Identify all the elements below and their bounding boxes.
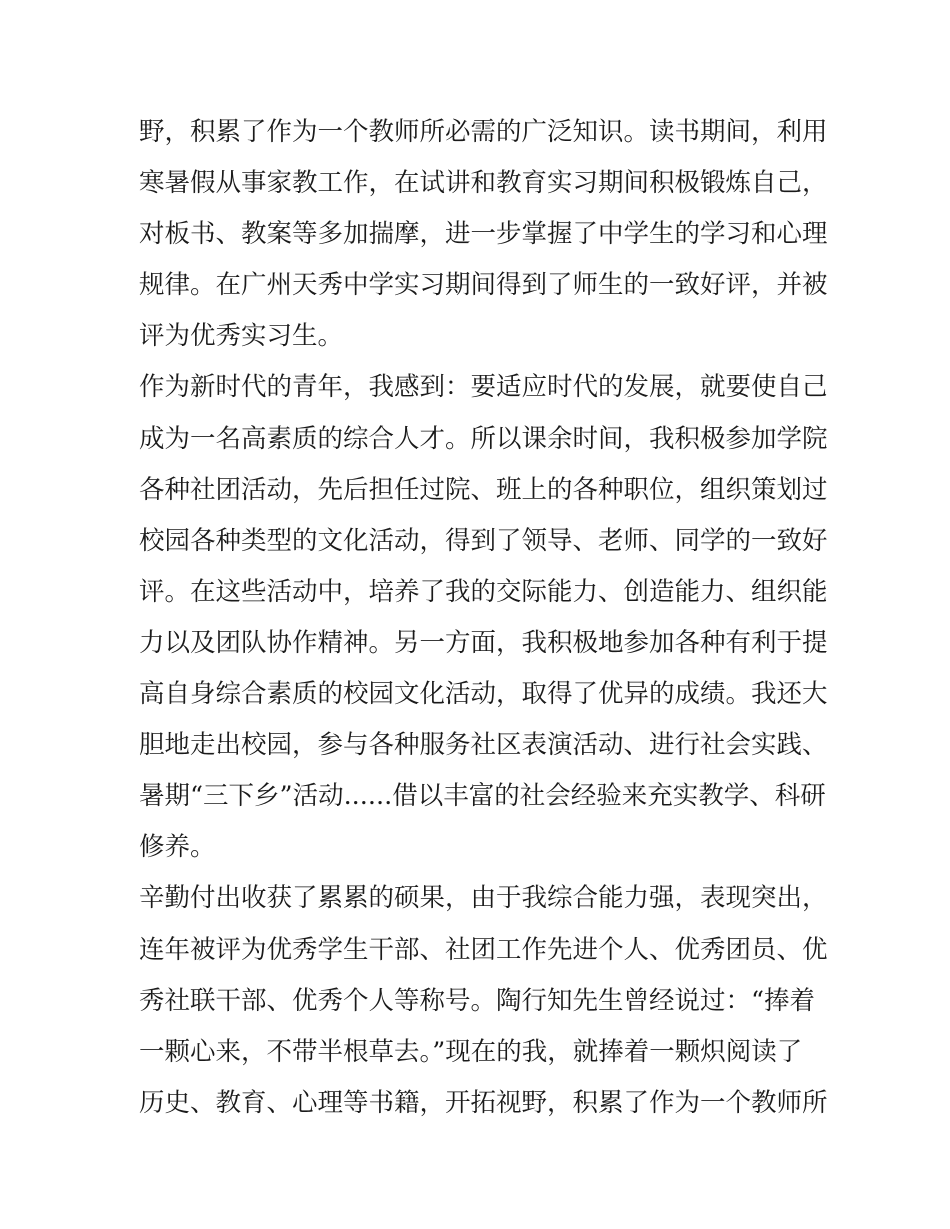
body-text (139, 107, 828, 1129)
text-line: 秀社联干部、优秀个人等称号。陶行知先生曾经说过：“捧着 (139, 985, 816, 1016)
text-line: 辛勤付出收获了累累的硕果，由于我综合能力强，表现突出， (139, 883, 828, 914)
text-line: 高自身综合素质的校园文化活动，取得了优异的成绩。我还大 (139, 679, 828, 710)
text-line: 规律。在广州天秀中学实习期间得到了师生的一致好评，并被 (139, 270, 828, 301)
text-line: 寒暑假从事家教工作，在试讲和教育实习期间积极锻炼自己， (139, 168, 828, 199)
text-line: 力以及团队协作精神。另一方面，我积极地参加各种有利于提 (139, 627, 828, 658)
text-line: 暑期“三下乡”活动......借以丰富的社会经验来充实教学、科研 (139, 781, 826, 812)
text-line: 胆地走出校园，参与各种服务社区表演活动、进行社会实践、 (139, 730, 828, 761)
text-line: 野，积累了作为一个教师所必需的广泛知识。读书期间，利用 (139, 117, 828, 147)
text-line: 评。在这些活动中，培养了我的交际能力、创造能力、组织能 (139, 576, 828, 607)
text-line: 各种社团活动，先后担任过院、班上的各种职位，组织策划过 (139, 474, 828, 505)
text-line: 作为新时代的青年，我感到：要适应时代的发展，就要使自己 (139, 372, 828, 403)
text-line: 对板书、教案等多加揣摩，进一步掌握了中学生的学习和心理 (139, 219, 828, 250)
text-line: 成为一名高素质的综合人才。所以课余时间，我积极参加学院 (139, 423, 828, 454)
text-line: 校园各种类型的文化活动，得到了领导、老师、同学的一致好 (139, 525, 828, 556)
text-line: 历史、教育、心理等书籍，开拓视野，积累了作为一个教师所 (139, 1087, 828, 1118)
text-line: 评为优秀实习生。 (139, 321, 344, 352)
text-line: 一颗心来，不带半根草去。”现在的我，就捧着一颗炽阅读了 (139, 1036, 803, 1067)
text-line: 修养。 (139, 832, 216, 863)
text-line: 连年被评为优秀学生干部、社团工作先进个人、优秀团员、优 (139, 934, 828, 965)
